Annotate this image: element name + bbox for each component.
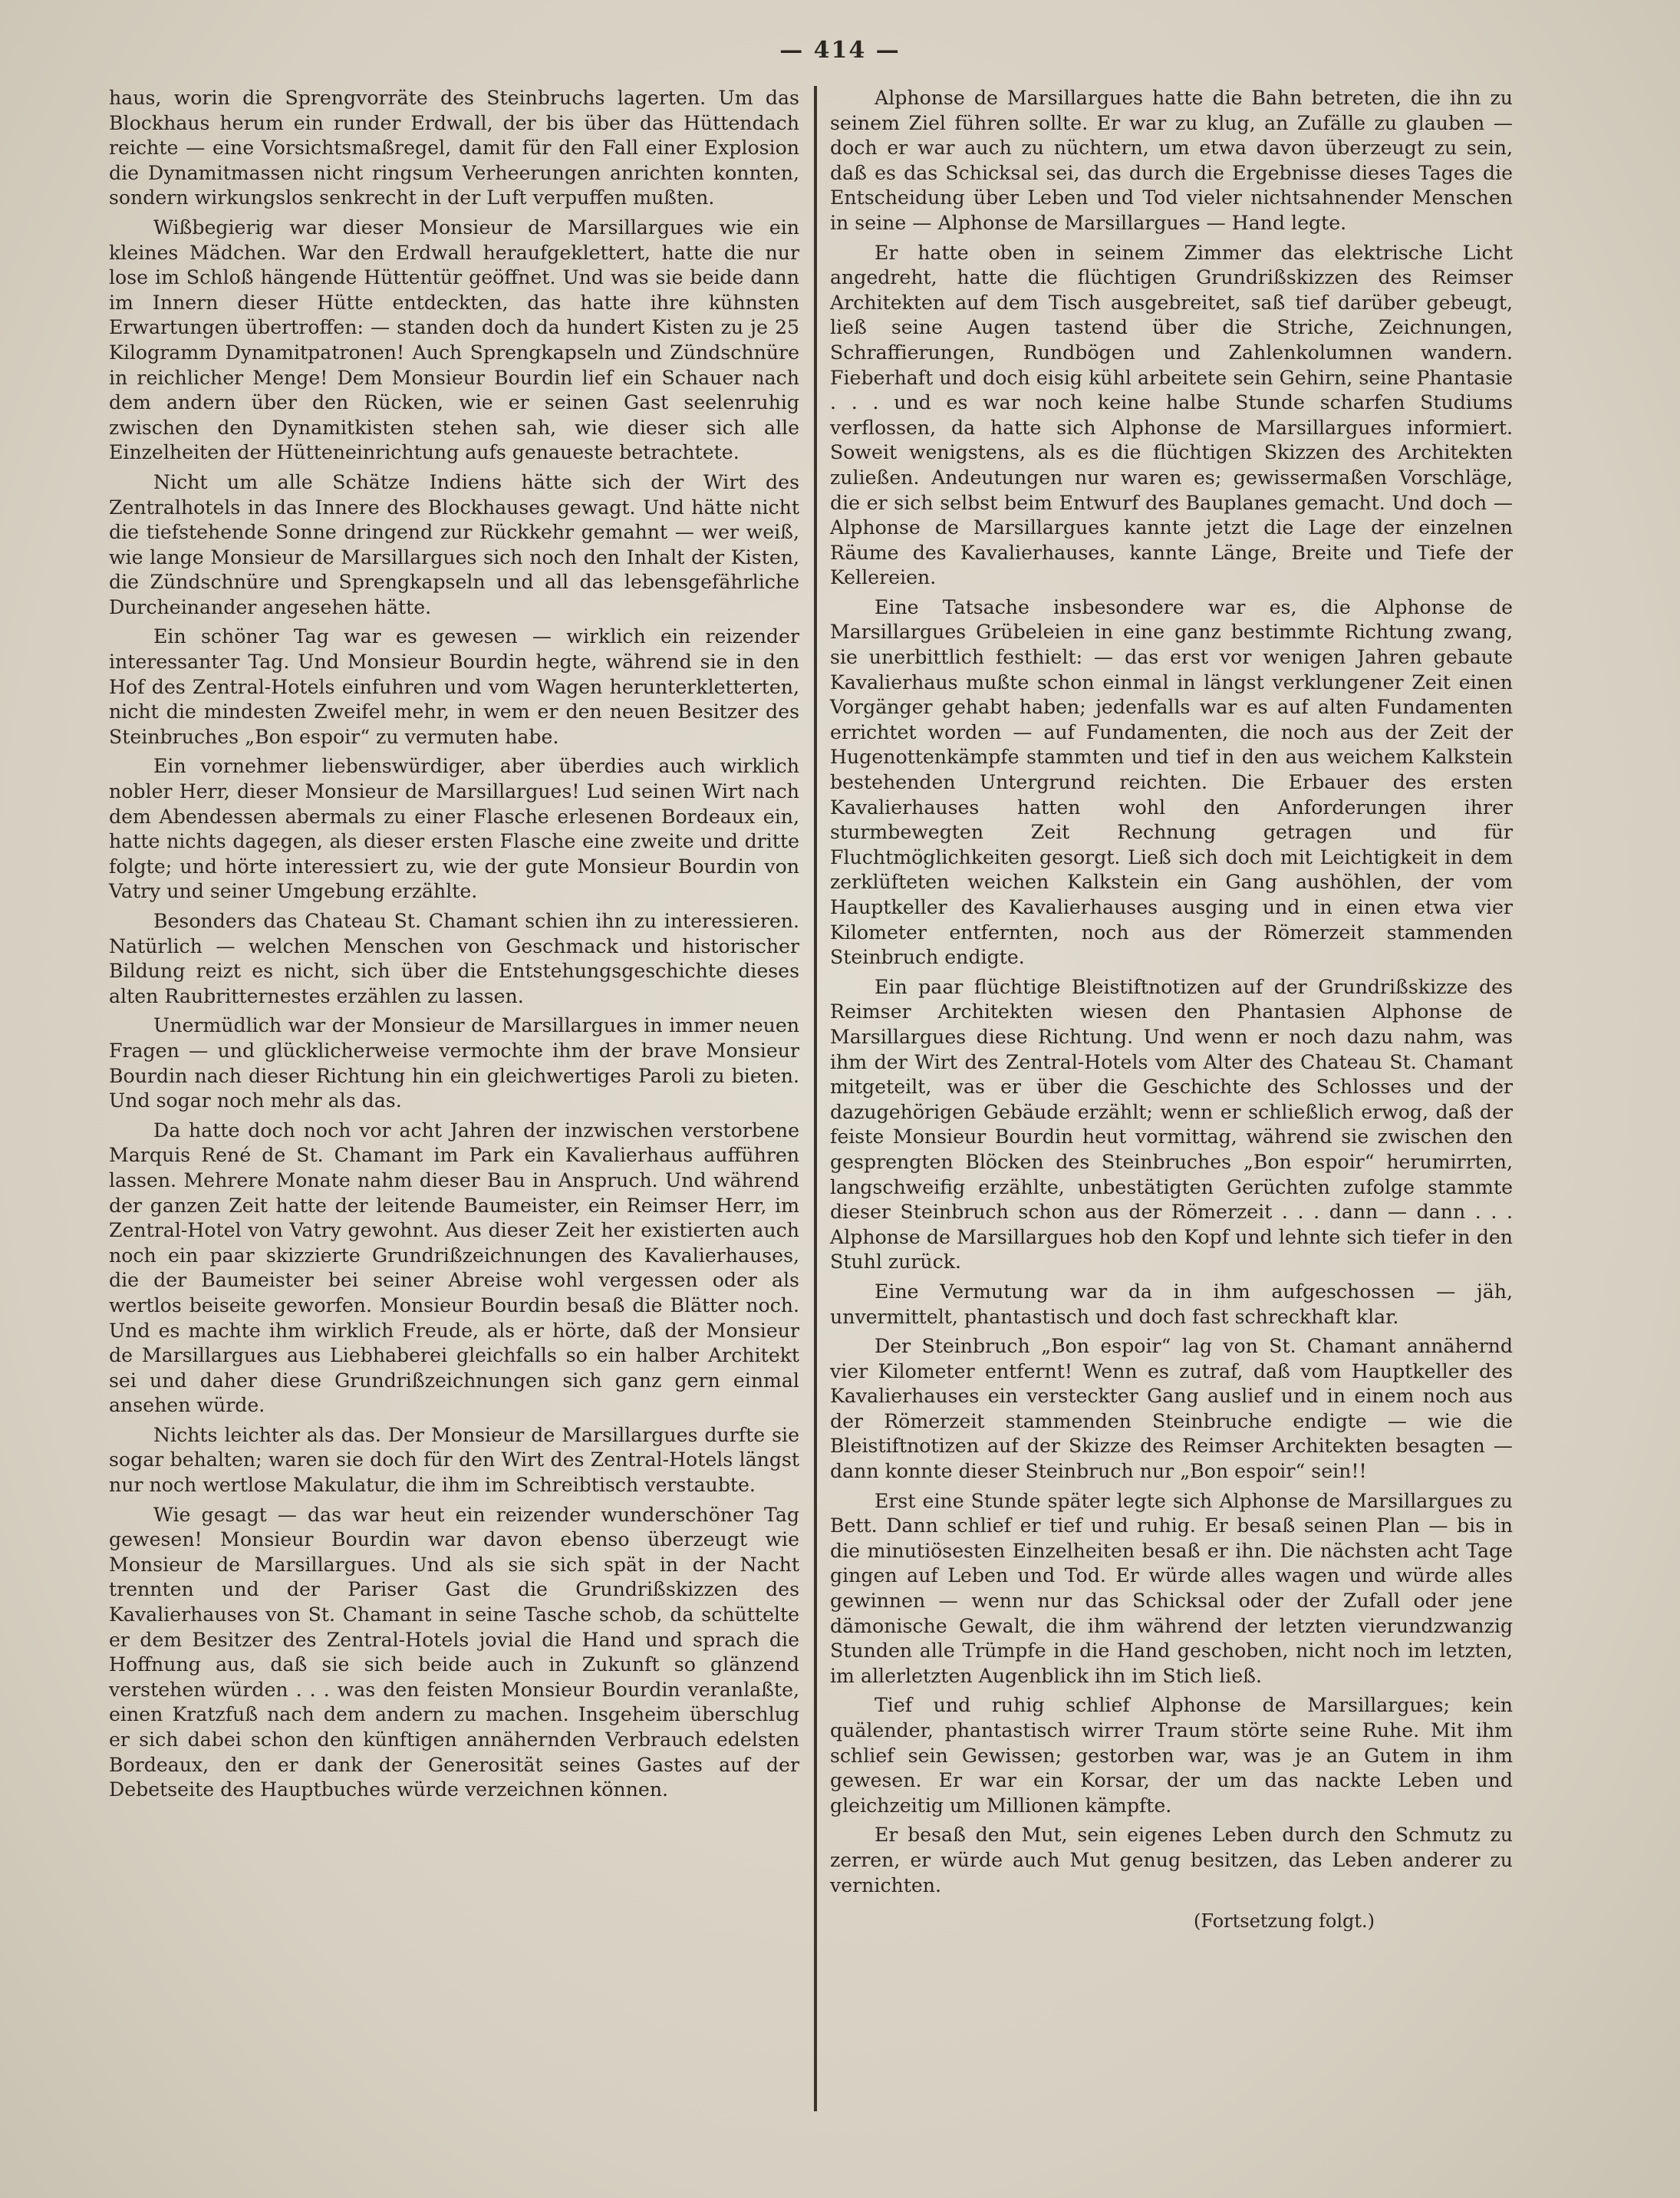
column-divider: [814, 86, 817, 2111]
paragraph: haus, worin die Sprengvorräte des Steinbruchs lagerten. Um das Blockhaus herum ein runder Erdwall, der bis über das Hüttendach reichte — eine Vorsichtsmaßregel, damit für den Fall einer Explosion die Dynamitmassen nicht ringsum Verheerungen anrichten konnten, sondern wirkungslos senkrecht in der Luft verpuffen mußten.: [109, 87, 799, 209]
paragraph: Ein paar flüchtige Bleistiftnotizen auf der Grundrißskizze des Reimser Architekten wiesen den Phantasien Alphonse de Marsillargues diese Richtung. Und wenn er noch dazu nahm, was ihm der Wirt des Zentral-Hotels vom Alter des Chateau St. Chamant mitgeteilt, was er über die Geschichte des Schlosses und der dazugehörigen Gebäude erzählt; wenn er schließlich erwog, daß der feiste Monsieur Bourdin heut vormittag, während sie zwischen den gesprengten Blöcken des Steinbruches „Bon espoir“ herumirrten, langschweifig erzählte, unbestätigten Gerüchten zufolge stammte dieser Steinbruch schon aus der Römerzeit . . . dann — dann . . . Alphonse de Marsillargues hob den Kopf und lehnte sich tiefer in den Stuhl zurück.: [830, 975, 1513, 1274]
page-number: — 414 —: [779, 37, 901, 64]
paragraph: Ein schöner Tag war es gewesen — wirklich ein reizender interessanter Tag. Und Monsieur Bourdin hegte, während sie in den Hof des Zentral-Hotels einfuhren und vom Wagen herunterkletterten, nicht die mindesten Zweifel mehr, in wem er den neuen Besitzer des Steinbruches „Bon espoir“ zu vermuten habe.: [109, 625, 799, 748]
paragraph: Nichts leichter als das. Der Monsieur de Marsillargues durfte sie sogar behalten; waren sie doch für den Wirt des Zentral-Hotels längst nur noch wertlose Makulatur, die ihm im Schreibtisch verstaubte.: [109, 1423, 799, 1497]
paragraph: Er besaß den Mut, sein eigenes Leben durch den Schmutz zu zerren, er würde auch Mut genug besitzen, das Leben anderer zu vernichten.: [830, 1824, 1513, 1896]
paragraph: Besonders das Chateau St. Chamant schien ihn zu interessieren. Natürlich — welchen Menschen von Geschmack und historischer Bildung reizt es nicht, sich über die Entstehungsgeschichte dieses alten Raubritternestes erzählen zu lassen.: [109, 910, 799, 1007]
paragraph: Wißbegierig war dieser Monsieur de Marsillargues wie ein kleines Mädchen. War den Erdwall heraufgeklettert, hatte die nur lose im Schloß hängende Hüttentür geöffnet. Und was sie beide dann im Innern dieser Hütte entdeckten, das hatte ihre kühnsten Erwartungen übertroffen: — standen doch da hundert Kisten zu je 25 Kilogramm Dynamitpatronen! Auch Sprengkapseln und Zündschnüre in reichlicher Menge! Dem Monsieur Bourdin lief ein Schauer nach dem andern über den Rücken, wie er seinen Gast seelenruhig zwischen den Dynamitkisten stehen sah, wie dieser sich alle Einzelheiten der Hütteneinrichtung aufs genaueste betrachtete.: [109, 216, 799, 464]
paragraph: Nicht um alle Schätze Indiens hätte sich der Wirt des Zentralhotels in das Innere des Blockhauses gewagt. Und hätte nicht die tiefstehende Sonne dringend zur Rückkehr gemahnt — wer weiß, wie lange Monsieur de Marsillargues sich noch den Inhalt der Kisten, die Zündschnüre und Sprengkapseln und all das lebensgefährliche Durcheinander angesehen hätte.: [109, 470, 799, 618]
paragraph: Tief und ruhig schlief Alphonse de Marsillargues; kein quälender, phantastisch wirrer Traum störte seine Ruhe. Mit ihm schlief sein Gewissen; gestorben war, was je an Gutem in ihm gewesen. Er war ein Korsar, der um das nackte Leben und gleichzeitig um Millionen kämpfte.: [830, 1694, 1513, 1817]
paragraph: Da hatte doch noch vor acht Jahren der inzwischen verstorbene Marquis René de St. Chamant im Park ein Kavalierhaus aufführen lassen. Mehrere Monate nahm dieser Bau in Anspruch. Und während der ganzen Zeit hatte der leitende Baumeister, ein Reimser Herr, im Zentral-Hotel von Vatry gewohnt. Aus dieser Zeit her existierten auch noch ein paar skizzierte Grundrißzeichnungen des Kavalierhauses, die der Baumeister bei seiner Abreise wohl vergessen oder als wertlos beiseite geworfen. Monsieur Bourdin besaß die Blätter noch. Und es machte ihm wirklich Freude, als er hörte, daß der Monsieur de Marsillargues aus Liebhaberei gleichfalls so ein halber Architekt sei und daher diese Grundrißzeichnungen sich ganz gern einmal ansehen würde.: [109, 1119, 799, 1417]
paragraph: Der Steinbruch „Bon espoir“ lag von St. Chamant annähernd vier Kilometer entfernt! Wenn es zutraf, daß vom Hauptkeller des Kavalierhauses ein versteckter Gang auslief und in einem noch aus der Römerzeit stammenden Steinbruche endigte — wie die Bleistiftnotizen auf der Skizze des Reimser Architekten besagten — dann konnte dieser Steinbruch nur „Bon espoir“ sein!!: [830, 1335, 1513, 1483]
right-column: [830, 86, 1513, 1934]
paragraph: Eine Tatsache insbesondere war es, die Alphonse de Marsillargues Grübeleien in eine ganz bestimmte Richtung zwang, sie unerbittlich festhielt: — das erst vor wenigen Jahren gebaute Kavalierhaus mußte schon einmal in längst verklungener Zeit einen Vorgänger gehabt haben; jedenfalls war es auf alten Fundamenten errichtet worden — auf Fundamenten, die noch aus der Zeit der Hugenottenkämpfe stammten und tief in den aus weichem Kalkstein bestehenden Untergrund reichten. Die Erbauer des ersten Kavalierhauses hatten wohl den Anforderungen ihrer sturmbewegten Zeit Rechnung getragen und für Fluchtmöglichkeiten gesorgt. Ließ sich doch mit Leichtigkeit in dem zerklüfteten weichen Kalkstein ein Gang aushöhlen, der vom Hauptkeller des Kavalierhauses ausging und in einen etwa vier Kilometer entfernten, noch aus der Römerzeit stammenden Steinbruch endigte.: [830, 595, 1513, 969]
paragraph: Wie gesagt — das war heut ein reizender wunderschöner Tag gewesen! Monsieur Bourdin war davon ebenso überzeugt wie Monsieur de Marsillargues. Und als sie sich spät in der Nacht trennten und der Pariser Gast die Grundrißskizzen des Kavalierhauses von St. Chamant in seine Tasche schob, da schüttelte er dem Besitzer des Zentral-Hotels jovial die Hand und sprach die Hoffnung aus, daß sie sich beide auch in Zukunft so glänzend verstehen würden . . . was den feisten Monsieur Bourdin veranlaßte, einen Kratzfuß nach dem andern zu machen. Insgeheim überschlug er sich dabei schon den künftigen annähernden Verbrauch edelsten Bordeaux, den er dank der Generosität seines Gastes auf der Debetseite des Hauptbuches würde verzeichnen können.: [109, 1503, 799, 1801]
continued-note: (Fortsetzung folgt.): [1194, 1910, 1375, 1933]
paragraph: Er hatte oben in seinem Zimmer das elektrische Licht angedreht, hatte die flüchtigen Grundrißskizzen des Reimser Architekten auf dem Tisch ausgebreitet, saß tief darüber gebeugt, ließ seine Augen tastend über die Striche, Zeichnungen, Schraffierungen, Rundbögen und Zahlenkolumnen wandern. Fieberhaft und doch eisig kühl arbeitete sein Gehirn, seine Phantasie . . . und es war noch keine halbe Stunde scharfen Studiums verflossen, da hatte sich Alphonse de Marsillargues informiert. Soweit wenigstens, als es die flüchtigen Skizzen des Architekten zuließen. Andeutungen nur waren es; gewissermaßen Vorschläge, die er sich selbst beim Entwurf des Bauplanes gemacht. Und doch — Alphonse de Marsillargues kannte jetzt die Lage der einzelnen Räume des Kavalierhauses, kannte Länge, Breite und Tiefe der Kellereien.: [830, 241, 1513, 589]
left-column: [109, 86, 799, 1808]
paragraph: Alphonse de Marsillargues hatte die Bahn betreten, die ihn zu seinem Ziel führen sollte. Er war zu klug, an Zufälle zu glauben — doch er war auch zu nüchtern, um etwa davon überzeugt zu sein, daß es das Schicksal sei, das durch die Ergebnisse dieses Tages die Entscheidung über Leben und Tod vieler nichtsahnender Menschen in seine — Alphonse de Marsillargues — Hand legte.: [830, 87, 1513, 234]
paragraph: Unermüdlich war der Monsieur de Marsillargues in immer neuen Fragen — und glücklicherweise vermochte ihm der brave Monsieur Bourdin nach dieser Richtung hin ein gleichwertiges Paroli zu bieten. Und sogar noch mehr als das.: [109, 1014, 799, 1112]
paragraph: Eine Vermutung war da in ihm aufgeschossen — jäh, unvermittelt, phantastisch und doch fast schreckhaft klar.: [830, 1280, 1513, 1328]
paragraph: Ein vornehmer liebenswürdiger, aber überdies auch wirklich nobler Herr, dieser Monsieur de Marsillargues! Lud seinen Wirt nach dem Abendessen abermals zu einer Flasche erlesenen Bordeaux ein, hatte nichts dagegen, als dieser ersten Flasche eine zweite und dritte folgte; und hörte interessiert zu, wie der gute Monsieur Bourdin von Vatry und seiner Umgebung erzählte.: [109, 755, 799, 903]
paragraph: Erst eine Stunde später legte sich Alphonse de Marsillargues zu Bett. Dann schlief er tief und ruhig. Er besaß seinen Plan — bis in die minutiösesten Einzelheiten besaß er ihn. Die nächsten acht Tage gingen auf Leben und Tod. Er würde alles wagen und würde alles gewinnen — wenn nur das Schicksal oder der Zufall oder jene dämonische Gewalt, die ihm während der letzten vierundzwanzig Stunden alle Trümpfe in die Hand geschoben, nicht noch im letzten, im allerletzten Augenblick ihn im Stich ließ.: [830, 1489, 1513, 1687]
